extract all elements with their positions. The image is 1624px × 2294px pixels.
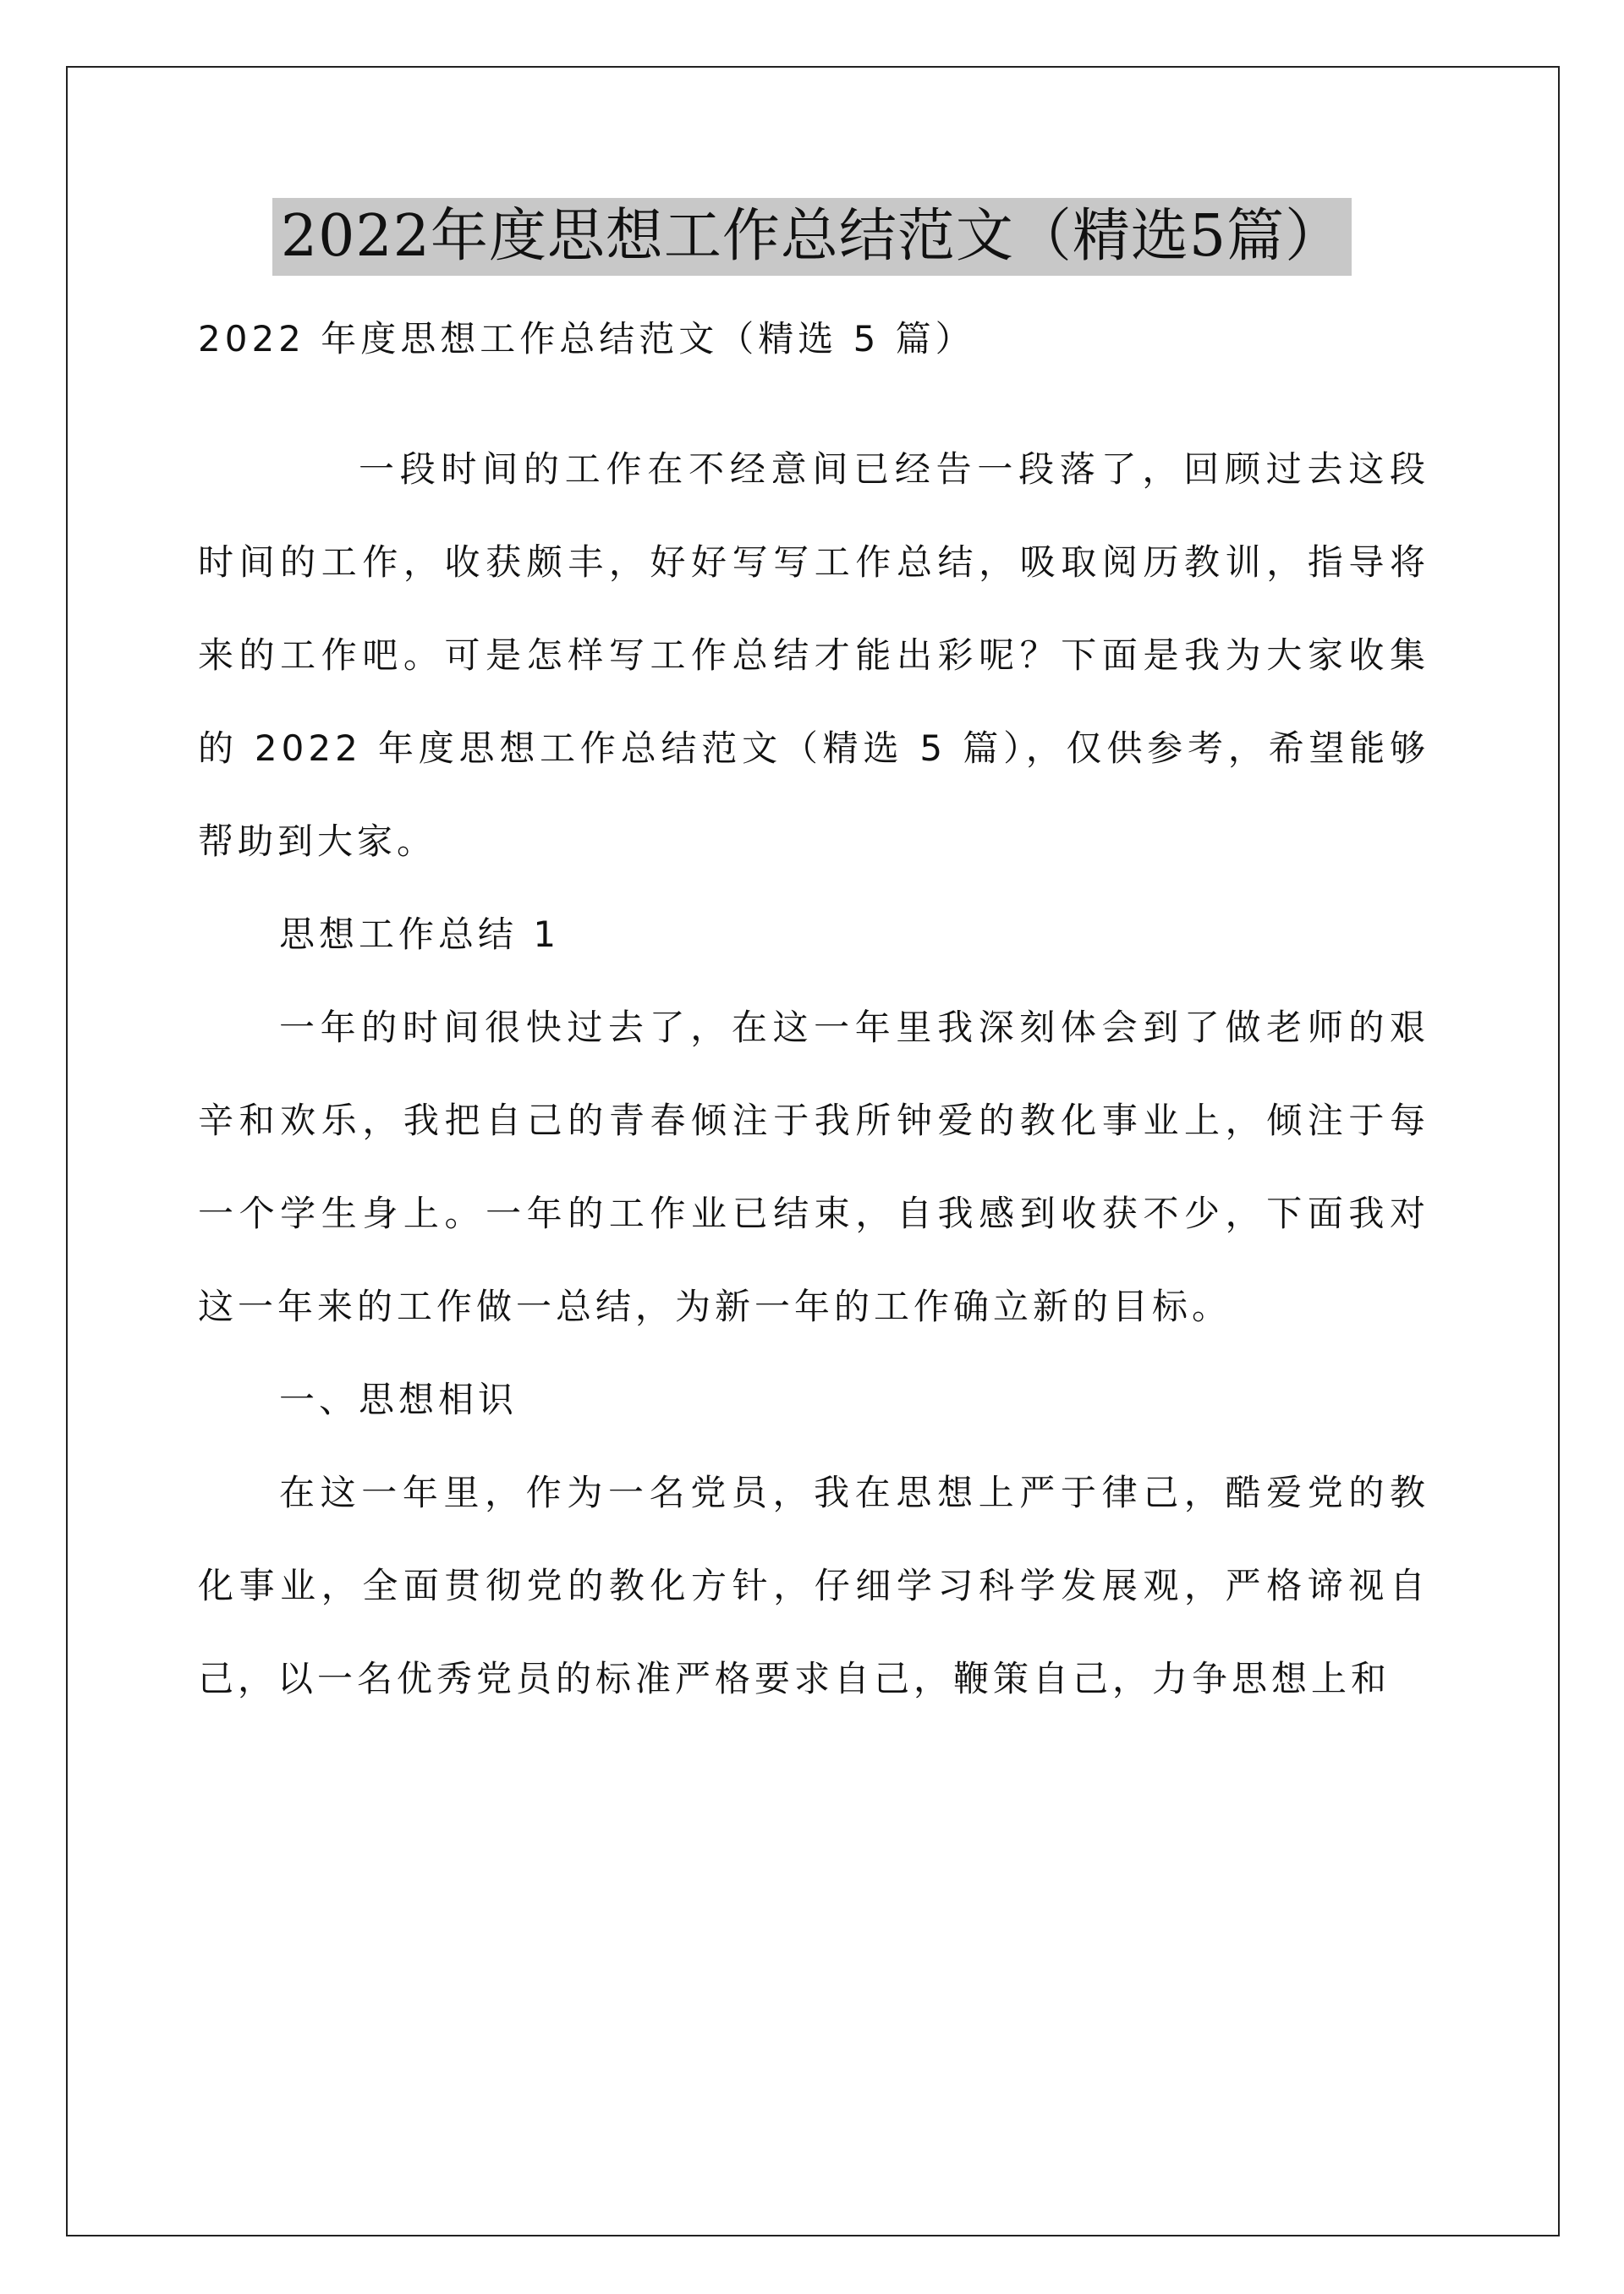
document-subtitle: 2022 年度思想工作总结范文（精选 5 篇）: [198, 318, 975, 359]
body-paragraph-2: 在这一年里，作为一名党员，我在思想上严于律己，酷爱党的教化事业，全面贯彻党的教化方针，仔细学习科学发展观，严格谛视自己，以一名优秀党员的标准严格要求自己，鞭策自己，力争思想上和: [198, 1472, 1429, 1699]
section-heading-1: 一、思想相识: [279, 1379, 518, 1420]
title-container: [0, 198, 1624, 276]
document-title: 2022年度思想工作总结范文（精选5篇）: [272, 198, 1352, 276]
document-body: [198, 308, 1429, 1726]
intro-paragraph: 一段时间的工作在不经意间已经告一段落了，回顾过去这段时间的工作，收获颇丰，好好写写工作总结，吸取阅历教训，指导将来的工作吧。可是怎样写工作总结才能出彩呢？下面是我为大家收集的 2022 年度思想工作总结范文（精选 5 篇），仅供参考，希望能够帮助到大家。: [198, 448, 1429, 862]
section-title: 思想工作总结 1: [279, 914, 561, 955]
body-paragraph-1: 一年的时间很快过去了，在这一年里我深刻体会到了做老师的艰辛和欢乐，我把自己的青春倾注于我所钟爱的教化事业上，倾注于每一个学生身上。一年的工作业已结束，自我感到收获不少，下面我对这一年来的工作做一总结，为新一年的工作确立新的目标。: [198, 1007, 1429, 1327]
